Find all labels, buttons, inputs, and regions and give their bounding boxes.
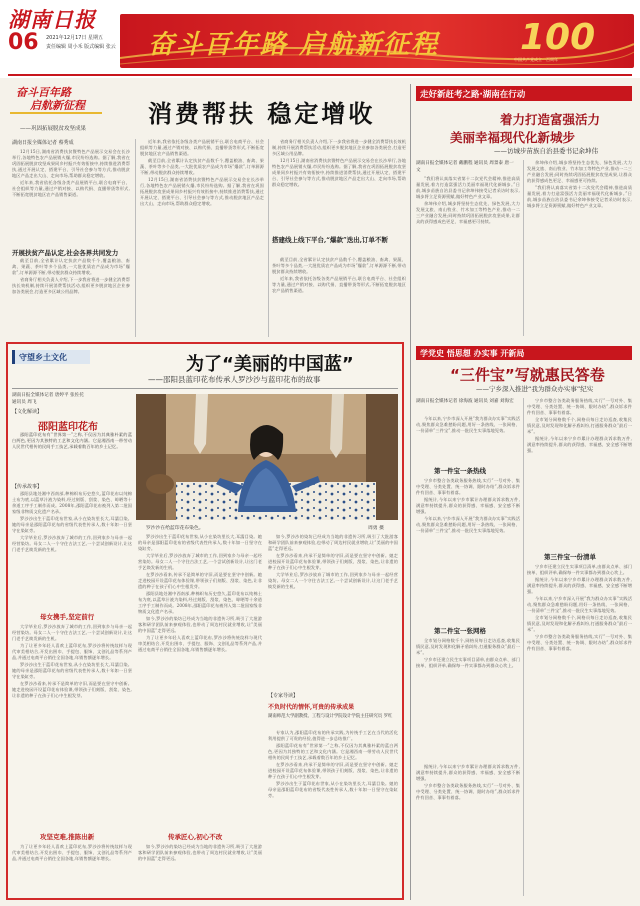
feature-title: 为了“美丽的中国蓝” — [186, 354, 354, 375]
poverty-relief-logo — [10, 84, 106, 124]
feature-col1-text-a — [12, 491, 132, 609]
body-paragraph: 今年以来,宁乡市深入开展“我为群众办实事”实践活动,聚焦群众急难愁盼问题,用好一条热线、一张网格、一份清单“三件宝”,推动一批民生实事落地见效。 — [527, 596, 632, 613]
body-paragraph: 如今,罗沙沙的染坊已经成为当地的非遗传习所,吸引了大批游客和研学团队前来参观体验,也带动了周边村民就业增收,让“美丽的中国蓝”走得更远。 — [138, 616, 262, 633]
feature-col2-text-b — [138, 844, 262, 896]
body-paragraph: 宁乡市整合各类政务服务热线,实行“一号对外、集中受理、分类处置、统一协调、限时办结”,群众诉求件件有回音、事事有着落。 — [527, 398, 632, 415]
paper-logo: 湖南日报 — [8, 8, 96, 32]
logo-line-2: 启航新征程 — [30, 99, 85, 112]
headline-right-2: 美丽幸福现代化新城步 — [450, 130, 576, 145]
centenary-caption: 中国共产党成立一百周年 — [514, 57, 558, 62]
body-paragraph: 在罗沙沙看来,传承不是简单的守旧,而是要在坚守中创新。她走进校园开设蓝印花布体验课,带领孩子们刻版、刮浆、染色,让非遗的种子在孩子们心中生根发芽。 — [138, 572, 262, 589]
body-paragraph: 邵阳蓝印花布有“世界第一”之称,不仅因为其典雅朴素的蓝白两色,更因为其独特的工艺和文化内涵。它是湘西南一带劳动人民世代相传的民间手工技艺,承载着数百年的乡土记忆。 — [268, 743, 398, 760]
subhead-list: 第三件宝一份清单 — [544, 553, 596, 561]
subhead-achievement: 不负时代的情怀,可贵的传承成果 — [268, 704, 355, 711]
body-paragraph: 为了让更多年轻人喜欢上蓝印花布,罗沙沙将传统纹样与现代审美相结合,开发出围巾、手提包、服饰、文创礼品等系列产品,并通过电商平台销往全国各地,年销售额逐年增长。 — [12, 844, 132, 861]
body-paragraph: 宁乡市整合各类政务服务热线,实行“一号对外、集中受理、分类处置、统一协调、限时办结”,群众诉求件件有回音、事事有着落。 — [527, 634, 632, 651]
headline-right-1: 着力打造富强活力 — [500, 112, 601, 127]
body-paragraph: 宁乡市整合各类政务服务热线,实行“一号对外、集中受理、分类处置、统一协调、限时办结”,群众诉求件件有回音、事事有着落。 — [416, 783, 520, 800]
body-paragraph: 今年以来,宁乡市深入开展“我为群众办实事”实践活动,聚焦群众急难愁盼问题,用好一条热线、一张网格、一份清单“三件宝”,推动一批民生实事落地见效。 — [416, 416, 520, 433]
deck-right: ——访城步苗族自治县委书记余坤伟 — [494, 147, 598, 155]
feature-intro — [12, 432, 132, 482]
masthead-rule — [8, 74, 632, 76]
body-paragraph: “我们将认真落实省第十二次党代会精神,推进高质量发展,着力打造富强活力美丽幸福现代化新城步。”日前,城步苗族自治县委书记余坤伟接受记者采访时表示,城步将立足资源禀赋,做好特色产业文章。 — [416, 176, 520, 199]
body-paragraph: 如今,罗沙沙的染坊已经成为当地的非遗传习所,吸引了大批游客和研学团队前来参观体验,也带动了周边村民就业增收,让“美丽的中国蓝”走得更远。 — [268, 534, 398, 551]
feature-col1-text-b — [12, 624, 132, 828]
byline-right: 湖南日报全媒体记者 戴鹏程 通讯员 周景泰 唐一文 — [416, 161, 514, 173]
logo-line-1: 奋斗百年路 — [16, 86, 71, 99]
subhead-hotline: 第一件宝一条热线 — [434, 467, 486, 475]
body-paragraph: 为了让更多年轻人喜欢上蓝印花布,罗沙沙将传统纹样与现代审美相结合,开发出围巾、手提包、服饰、文创礼品等系列产品,并通过电商平台销往全国各地,年销售额逐年增长。 — [12, 643, 132, 660]
feature-deck: ——邵阳县蓝印花布传承人罗沙沙与蓝印花布的故事 — [148, 375, 321, 384]
body-paragraph: 罗沙沙出生于蓝印花布世家,从小在染坊里长大,耳濡目染。她的母亲是邵阳蓝印花布的省级代表性传承人,数十年如一日坚守在染缸旁。 — [268, 781, 398, 798]
feature-col2-text — [138, 534, 262, 830]
body-paragraph: 截至目前,全省累计认定扶贫产品数千个,覆盖粮油、畜禽、果蔬、茶叶等多个品类,一大批优质农产品成为市场“爆款”,订单源源不断,带动脱贫群众持续增收。 — [140, 158, 264, 175]
headline-ningxiang: “三件宝”写就惠民答卷 — [450, 366, 605, 384]
right-col2-text — [527, 160, 632, 336]
page-column-rule — [410, 84, 411, 900]
body-paragraph: 省商务厅相关负责人介绍,下一步我省将进一步健全消费帮扶长效机制,持续开展消费帮扶活动,组织更多脱贫地区企业参加各类展会,打造更多区域公用品牌。 — [272, 139, 406, 156]
expert-label: 【专家导读】 — [268, 693, 299, 699]
banner-text: 走好新赶考之路·湖南在行动 — [420, 90, 526, 100]
feature-rule — [12, 388, 398, 389]
feature-col3-text — [268, 534, 398, 686]
rb-col1-text-b — [416, 478, 520, 622]
kicker-banner — [416, 346, 632, 360]
centenary-number: 100 — [520, 17, 596, 58]
subject-head: 邵阳蓝印花布 — [38, 422, 98, 433]
deck-ningxiang: ——宁乡深入推进“我为群众办实事”纪实 — [476, 385, 594, 393]
body-paragraph: 宁乡市还建立民生实事项目清单,由群众点单、部门接单、组织评单,确保每一件实事都办到群众心坎上。 — [416, 657, 520, 668]
body-paragraph: 邵阳县地处湘中西南部,种棉织布历史悠久,蓝印花布以纯棉土布为底,以蓝草汁液为染料,经过刻版、刮浆、染色、晾晒等十余道工序手工制作而成。2008年,邵阳蓝印花布被列入第二批国家级非物质文化遗产名录。 — [12, 491, 132, 514]
byline-line: 通讯员 周飞 — [12, 400, 37, 405]
rb-col2-text-a — [527, 398, 632, 548]
body-paragraph: 邵阳县地处湘中西南部,种棉织布历史悠久,蓝印花布以纯棉土布为底,以蓝草汁液为染料,经过刻版、刮浆、染色、晾晒等十余道工序手工制作而成。2008年,邵阳蓝印花布被列入第二批国家级非物质文化遗产名录。 — [138, 591, 262, 614]
body-paragraph: 据统计,今年以来宁乡市累计办理群众诉求数万件,满意率持续提升,群众的获得感、幸福感、安全感不断增强。 — [416, 764, 520, 781]
body-paragraph: 据统计,今年以来宁乡市累计办理群众诉求数万件,满意率持续提升,群众的获得感、幸福感、安全感不断增强。 — [416, 497, 520, 514]
body-paragraph: 近年来,我省依托各级各类产品展销平台,联合电商平台、社会组织等力量,通过产销对接、以购代捐、直播带货等形式,不断拓宽脱贫地区农产品销售渠道。 — [140, 139, 264, 156]
body-paragraph: 12月15日,湖南省消费扶贫暨特色产品展示交易会在长沙举行,各地特色农产品展销火爆,市民纷纷选购。据了解,我省在巩固拓展脱贫攻坚成果同乡村振兴有效衔接中,持续推进消费帮扶,通过开展认定、搭建平台、引导社会参与等方式,推动脱贫地区产品走出大山、走向市场,帮助群众稳定增收。 — [272, 158, 406, 187]
body-paragraph: 12月15日,湖南省消费扶贫暨特色产品展示交易会在长沙举行,各地特色农产品展销火爆,市民纷纷选购。据了解,我省在巩固拓展脱贫攻坚成果同乡村振兴有效衔接中,持续推进消费帮扶,通过开展认定、搭建平台、引导社会参与等方式,推动脱贫地区产品走出大山、走向市场,帮助群众稳定增收。 — [12, 149, 130, 178]
subhead-mother-daughter: 母女携手,坚定前行 — [40, 613, 95, 621]
body-paragraph: 全市划分网格数千个,网格员每日走访巡查,收集民情民意,及时发现和化解矛盾纠纷,打通服务群众“最后一米”。 — [527, 615, 632, 632]
photo-credit: 周勇 摄 — [368, 526, 384, 531]
feature-col1-text-c — [12, 844, 132, 896]
rb-col2-text-b — [527, 564, 632, 896]
masthead-banner — [120, 14, 634, 68]
col-divider — [523, 160, 524, 336]
news-banner-right — [416, 86, 632, 101]
left-col2-text — [140, 139, 264, 337]
subhead-breakthrough: 攻坚克难,推陈出新 — [40, 833, 95, 841]
body-paragraph: 大学毕业后,罗沙沙放弃了城市的工作,回到家乡与母亲一起经营染坊。母女二人一个守住古法工艺,一个尝试创新设计,让这门老手艺焕发新的生机。 — [268, 572, 398, 589]
body-paragraph: 近年来,我省依托各级各类产品展销平台,联合电商平台、社会组织等力量,通过产销对接、以购代捐、直播带货等形式,不断拓宽脱贫地区农产品销售渠道。 — [12, 180, 130, 197]
body-paragraph: 宁乡市还建立民生实事项目清单,由群众点单、部门接单、组织评单,确保每一件实事都办到群众心坎上。 — [527, 564, 632, 575]
subhead-grid: 第二件宝一张网格 — [434, 627, 486, 635]
photo-illustration — [136, 394, 398, 520]
body-paragraph: 据统计,今年以来宁乡市累计办理群众诉求数万件,满意率持续提升,群众的获得感、幸福感、安全感不断增强。 — [527, 577, 632, 594]
body-paragraph: 专家认为,邵阳蓝印花布的传承实践,为传统手工艺在当代的活化利用提供了可贵的经验,值得进一步总结推广。 — [268, 730, 398, 741]
subhead-craft: 传承匠心,初心不改 — [168, 833, 223, 841]
feature-byline — [12, 392, 132, 406]
rb-col1-text-c — [416, 638, 520, 760]
subhead-2: 搭建线上线下平台,“爆款”迭出,订单不断 — [272, 236, 389, 244]
body-paragraph: 在罗沙沙看来,传承不是简单的守旧,而是要在坚守中创新。她走进校园开设蓝印花布体验课,带领孩子们刻版、刮浆、染色,让非遗的种子在孩子们心中生根发芽。 — [268, 762, 398, 779]
note-header: 【文化解读】 — [12, 409, 43, 415]
story-label: 【传承故事】 — [12, 484, 43, 490]
page-number: 06 — [8, 30, 39, 55]
banner-slogan: 奋斗百年路 启航新征程 — [148, 30, 440, 60]
rb-col1-text-a — [416, 416, 520, 464]
photo-caption: 罗沙沙在给蓝印花布染色。 — [146, 526, 204, 531]
right-col1-text — [416, 176, 520, 336]
col-divider — [268, 139, 269, 337]
body-paragraph: 大学毕业后,罗沙沙放弃了城市的工作,回到家乡与母亲一起经营染坊。母女二人一个守住古法工艺,一个尝试创新设计,让这门老手艺焕发新的生机。 — [12, 624, 132, 641]
left-col3-text-b — [272, 257, 406, 337]
body-paragraph: 在罗沙沙看来,传承不是简单的守旧,而是要在坚守中创新。她走进校园开设蓝印花布体验课,带领孩子们刻版、刮浆、染色,让非遗的种子在孩子们心中生根发芽。 — [12, 681, 132, 698]
left-col3-text — [272, 139, 406, 235]
feature-photo — [136, 394, 398, 520]
left-col1-text — [12, 149, 130, 246]
logo-gold-line — [10, 112, 102, 114]
col-divider — [523, 398, 524, 896]
column-tag: ——巩固拓展脱贫攻坚成果 — [20, 126, 87, 132]
body-paragraph: 余坤伟介绍,城步将坚持生态优先、绿色发展,大力发展文旅、南山牧业、竹木加工等特色产业,推动一二三产业融合发展;同时持续巩固拓展脱贫攻坚成果,让群众的获得感成色更足、幸福感更可持续。 — [527, 160, 632, 183]
editors: 责任编辑 周小禾 版式编辑 张云 — [46, 44, 116, 50]
body-paragraph: 罗沙沙出生于蓝印花布世家,从小在染坊里长大,耳濡目染。她的母亲是邵阳蓝印花布的省级代表性传承人,数十年如一日坚守在染缸旁。 — [12, 662, 132, 679]
intro-paragraph: 邵阳蓝印花布有“世界第一”之称,不仅因为其典雅朴素的蓝白两色,更因为其独特的工艺和文化内涵。它是湘西南一带劳动人民世代相传的民间手工技艺,承载着数百年的乡土记忆。 — [12, 432, 132, 449]
body-paragraph: 大学毕业后,罗沙沙放弃了城市的工作,回到家乡与母亲一起经营染坊。母女二人一个守住古法工艺,一个尝试创新设计,让这门老手艺焕发新的生机。 — [12, 535, 132, 552]
body-paragraph: 全市划分网格数千个,网格员每日走访巡查,收集民情民意,及时发现和化解矛盾纠纷,打通服务群众“最后一米”。 — [416, 638, 520, 655]
expert-byline: 湖南师范大学副教授、工程与设计学院设计学院主任研究员 罗红 — [268, 714, 393, 719]
rb-col1-text-d — [416, 764, 520, 896]
body-paragraph: 大学毕业后,罗沙沙放弃了城市的工作,回到家乡与母亲一起经营染坊。母女二人一个守住古法工艺,一个尝试创新设计,让这门老手艺焕发新的生机。 — [138, 553, 262, 570]
byline-line: 湖南日报全媒体记者 唐婷平 张佐托 — [12, 393, 84, 398]
body-paragraph: 省商务厅相关负责人介绍,下一步我省将进一步健全消费帮扶长效机制,持续开展消费帮扶活动,组织更多脱贫地区企业参加各类展会,打造更多区域公用品牌。 — [12, 277, 130, 294]
body-paragraph: 全市划分网格数千个,网格员每日走访巡查,收集民情民意,及时发现和化解矛盾纠纷,打通服务群众“最后一米”。 — [527, 417, 632, 434]
feature-col3-text-b — [268, 730, 398, 896]
body-paragraph: 近年来,我省依托各级各类产品展销平台,联合电商平台、社会组织等力量,通过产销对接、以购代捐、直播带货等形式,不断拓宽脱贫地区农产品销售渠道。 — [272, 276, 406, 293]
body-paragraph: 12月15日,湖南省消费扶贫暨特色产品展示交易会在长沙举行,各地特色农产品展销火爆,市民纷纷选购。据了解,我省在巩固拓展脱贫攻坚成果同乡村振兴有效衔接中,持续推进消费帮扶,通过开展认定、搭建平台、引导社会参与等方式,推动脱贫地区产品走出大山、走向市场,帮助群众稳定增收。 — [140, 177, 264, 206]
body-paragraph: 截至目前,全省累计认定扶贫产品数千个,覆盖粮油、畜禽、果蔬、茶叶等多个品类,一大批优质农产品成为市场“爆款”,订单源源不断,带动脱贫群众持续增收。 — [272, 257, 406, 274]
left-col1-text-b — [12, 258, 130, 338]
centenary-emblem — [512, 17, 622, 65]
body-paragraph: 罗沙沙出生于蓝印花布世家,从小在染坊里长大,耳濡目染。她的母亲是邵阳蓝印花布的省级代表性传承人,数十年如一日坚守在染缸旁。 — [138, 534, 262, 551]
body-paragraph: “我们将认真落实省第十二次党代会精神,推进高质量发展,着力打造富强活力美丽幸福现代化新城步。”日前,城步苗族自治县委书记余坤伟接受记者采访时表示,城步将立足资源禀赋,做好特色产业文章。 — [527, 185, 632, 208]
headline-left: 消费帮扶 稳定增收 — [148, 100, 376, 128]
body-paragraph: 余坤伟介绍,城步将坚持生态优先、绿色发展,大力发展文旅、南山牧业、竹木加工等特色产业,推动一二三产业融合发展;同时持续巩固拓展脱贫攻坚成果,让群众的获得感成色更足、幸福感更可持续。 — [416, 201, 520, 224]
byline-left: 湖南日报全媒体记者 蔡秀成 — [12, 140, 74, 146]
section-logo-text: 守望乡土文化 — [19, 353, 67, 362]
body-paragraph: 今年以来,宁乡市深入开展“我为群众办实事”实践活动,聚焦群众急难愁盼问题,用好一条热线、一张网格、一份清单“三件宝”,推动一批民生实事落地见效。 — [416, 516, 520, 533]
masthead — [0, 0, 640, 78]
body-paragraph: 据统计,今年以来宁乡市累计办理群众诉求数万件,满意率持续提升,群众的获得感、幸福感、安全感不断增强。 — [527, 436, 632, 453]
subhead-1: 开展扶贫产品认定,社会各界共同发力 — [12, 249, 119, 257]
body-paragraph: 在罗沙沙看来,传承不是简单的守旧,而是要在坚守中创新。她走进校园开设蓝印花布体验课,带领孩子们刻版、刮浆、染色,让非遗的种子在孩子们心中生根发芽。 — [268, 553, 398, 570]
body-paragraph: 如今,罗沙沙的染坊已经成为当地的非遗传习所,吸引了大批游客和研学团队前来参观体验,也带动了周边村民就业增收,让“美丽的中国蓝”走得更远。 — [138, 844, 262, 861]
body-paragraph: 宁乡市整合各类政务服务热线,实行“一号对外、集中受理、分类处置、统一协调、限时办结”,群众诉求件件有回音、事事有着落。 — [416, 478, 520, 495]
issue-date: 2021年12月17日 星期五 — [46, 35, 104, 41]
section-logo — [12, 350, 90, 364]
byline-ningxiang: 湖南日报全媒体记者 徐海波 通讯员 刘嘉 刘海宏 — [416, 399, 514, 404]
body-paragraph: 罗沙沙出生于蓝印花布世家,从小在染坊里长大,耳濡目染。她的母亲是邵阳蓝印花布的省级代表性传承人,数十年如一日坚守在染缸旁。 — [12, 516, 132, 533]
body-paragraph: 截至目前,全省累计认定扶贫产品数千个,覆盖粮油、畜禽、果蔬、茶叶等多个品类,一大批优质农产品成为市场“爆款”,订单源源不断,带动脱贫群众持续增收。 — [12, 258, 130, 275]
body-paragraph: 为了让更多年轻人喜欢上蓝印花布,罗沙沙将传统纹样与现代审美相结合,开发出围巾、手提包、服饰、文创礼品等系列产品,并通过电商平台销往全国各地,年销售额逐年增长。 — [138, 635, 262, 652]
kicker-text: 学党史 悟思想 办实事 开新局 — [420, 349, 525, 358]
col-divider — [135, 139, 136, 337]
